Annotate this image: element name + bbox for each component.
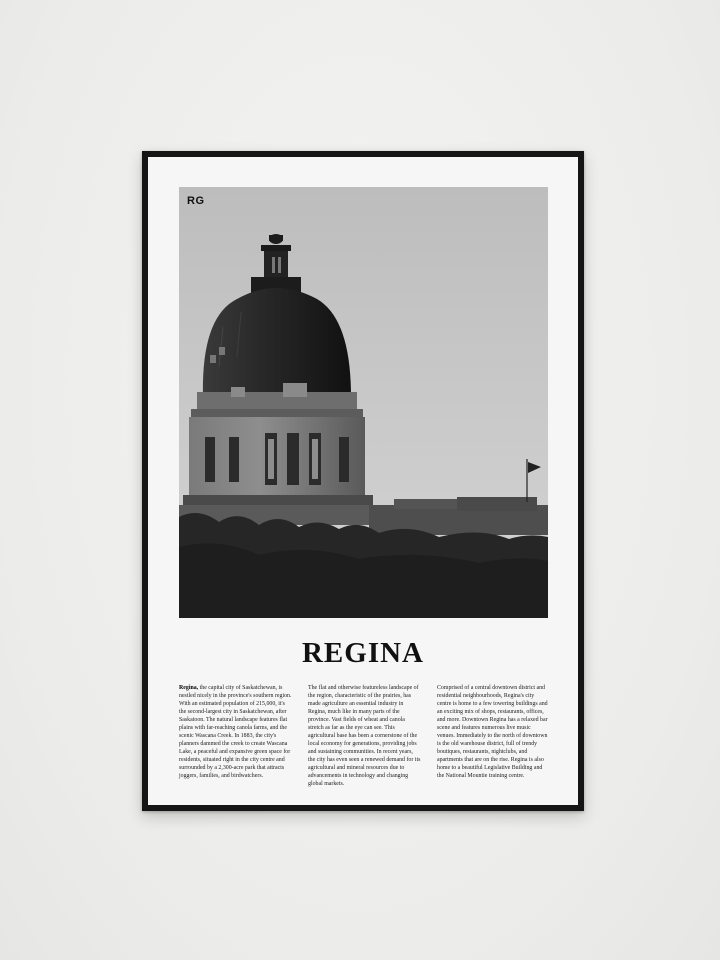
poster-title: REGINA [301, 637, 424, 669]
column-1-lead: Regina, [179, 685, 199, 691]
poster-frame [142, 151, 584, 811]
column-1-text: the capital city of Saskatchewan, is nestled nicely in the province's southern region. With an estimated population of 215,000, it's the second-largest city in Saskatchewan, after Saskatoon. The natural landscape features flat plains with far-reaching canola farms, and the scenic Wascana Creek. In 1883, the city's planners dammed the creek to create Wascana Lake, a peaceful and expansive green space for residents, situated right in the city centre and surrounded by a 2,300-acre park that attracts joggers, families, and birdwatchers. [179, 685, 292, 779]
column-2-text: The flat and otherwise featureless landscape of the region, characteristic of the prairies, has made agriculture an essential industry in Regina, much like in many parts of the province. Vast fields of wheat and canola stretch as far as the eye can see. This agricultural base has been a cornerstone of the local economy for generations, providing jobs and sustaining communities. In recent years, the city has even seen a renewed demand for its agricultural and mineral resources due to advancements in technology and changing global markets. [308, 685, 421, 787]
text-column-2 [308, 684, 421, 788]
text-column-3 [437, 684, 550, 788]
monogram-label: RG [187, 195, 205, 207]
legislative-building-photo [179, 187, 548, 618]
text-column-1 [179, 684, 292, 788]
text-columns [179, 684, 550, 788]
column-3-text: Comprised of a central downtown district and residential neighbourhoods, Regina's city centre is home to a few towering buildings and an exciting mix of shops, restaurants, offices, and more. Downtown Regina has a relaxed bar scene and features numerous live music venues. Immediately to the north of downtown is the old warehouse district, full of trendy boutiques, restaurants, nightclubs, and apartments that are on the rise. Regina is also home to a beautiful Legislative Building and the National Mountie training centre. [437, 685, 548, 779]
photo-illustration [179, 187, 548, 618]
